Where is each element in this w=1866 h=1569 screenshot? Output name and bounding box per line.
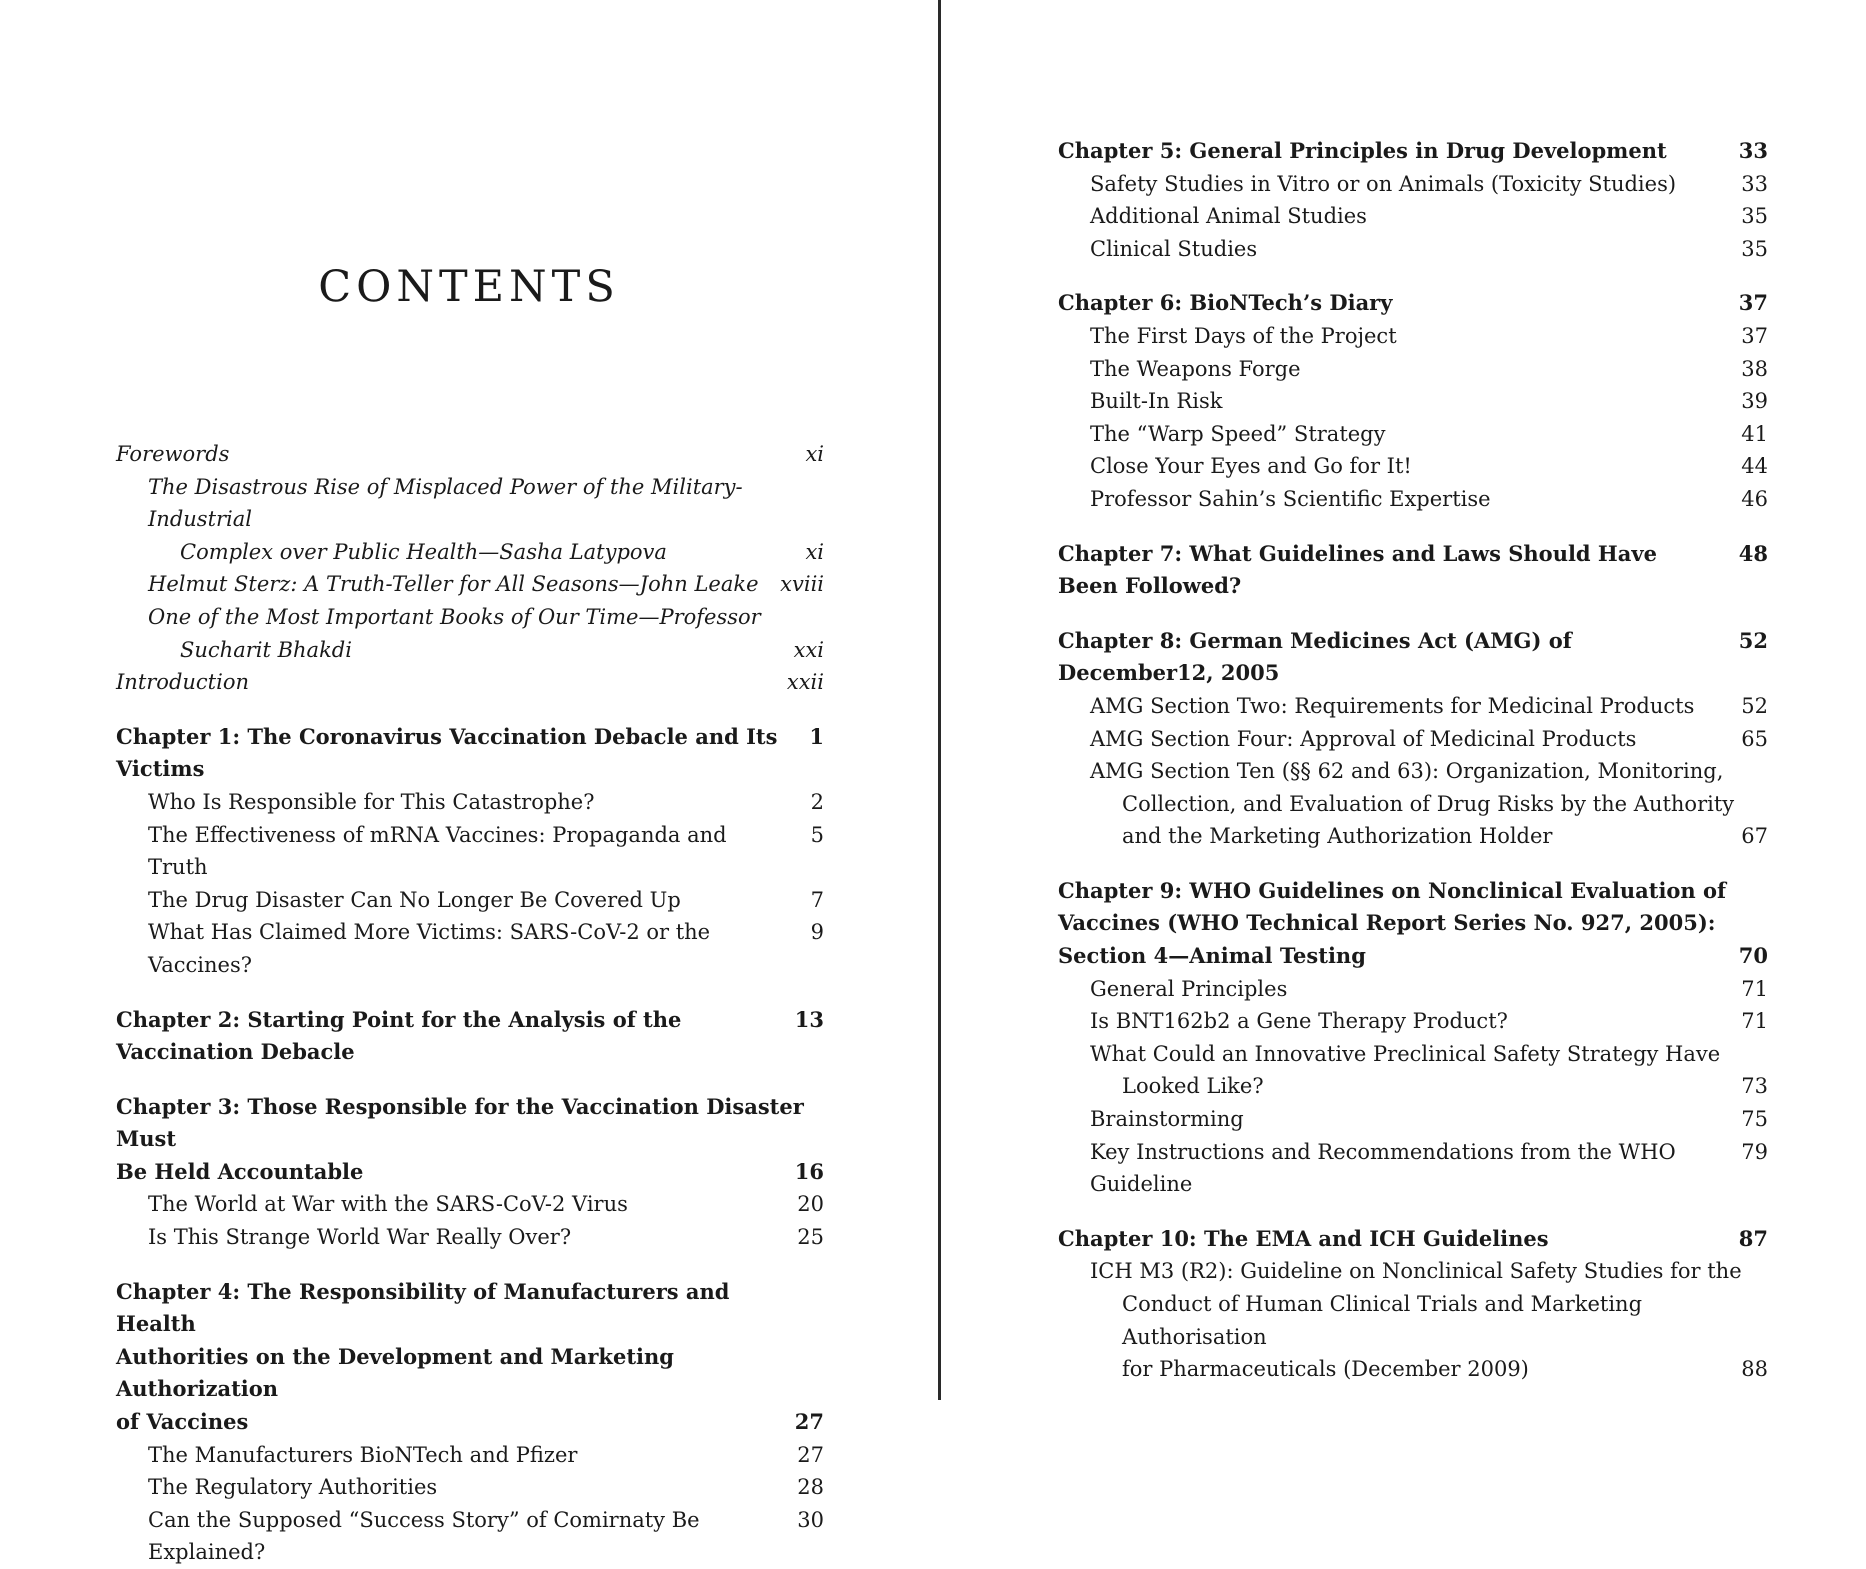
toc-entry-page-number: 39 — [1741, 389, 1768, 414]
toc-entry — [1058, 723, 1768, 756]
toc-entry-title: The “Warp Speed” Strategy — [1090, 421, 1386, 446]
toc-entry-title: Who Is Responsible for This Catastrophe? — [148, 789, 595, 814]
toc-entry — [1058, 168, 1768, 201]
toc-entry-title: Collection, and Evaluation of Drug Risks by the Authority — [1122, 791, 1735, 816]
toc-entry-title: Chapter 7: What Guidelines and Laws Should Have Been Followed? — [1058, 540, 1657, 599]
toc-entry-title: What Has Claimed More Victims: SARS-CoV-2 or the Vaccines? — [148, 920, 711, 977]
toc-entry-page-number: 2 — [810, 789, 824, 814]
toc-entry-title: Chapter 8: German Medicines Act (AMG) of December12, 2005 — [1058, 627, 1572, 686]
toc-entry-page-number: xxi — [793, 637, 824, 662]
toc-entry-title: of Vaccines — [116, 1409, 249, 1435]
toc-entry-page-number: 87 — [1738, 1225, 1768, 1251]
toc-entry — [116, 666, 824, 699]
toc-entry — [116, 438, 824, 471]
toc-entry-page-number: 71 — [1741, 976, 1768, 1001]
toc-entry-title: Is This Strange World War Really Over? — [148, 1225, 572, 1250]
toc-entry — [1058, 1136, 1768, 1201]
toc-entry-title: for Pharmaceuticals (December 2009) — [1122, 1357, 1529, 1382]
toc-entry-title: Brainstorming — [1090, 1107, 1244, 1132]
toc-entry-title: One of the Most Important Books of Our Time—Professor — [148, 604, 761, 629]
toc-entry-page-number: 73 — [1741, 1074, 1768, 1099]
contents-heading: CONTENTS — [318, 262, 620, 312]
toc-entry-page-number: 28 — [797, 1475, 824, 1500]
toc-entry — [1058, 907, 1768, 940]
toc-entry — [116, 568, 824, 601]
toc-entry-title: Professor Sahin’s Scientific Expertise — [1090, 486, 1491, 511]
toc-entry — [1058, 353, 1768, 386]
toc-entry-title: Looked Like? — [1122, 1074, 1264, 1099]
toc-entry-title: The Regulatory Authorities — [148, 1475, 438, 1500]
toc-entry — [116, 1091, 824, 1156]
toc-right-column — [1058, 135, 1768, 1386]
toc-entry-title: Close Your Eyes and Go for It! — [1090, 454, 1412, 479]
toc-entry — [1058, 538, 1768, 603]
toc-entry-title: Built-In Risk — [1090, 389, 1223, 414]
toc-entry-page-number: 20 — [797, 1192, 824, 1217]
toc-entry — [1058, 875, 1768, 908]
toc-entry-title: Chapter 1: The Coronavirus Vaccination Debacle and Its Victims — [116, 723, 778, 782]
toc-left-column — [116, 438, 824, 1569]
toc-entry — [1058, 483, 1768, 516]
toc-entry-title: Chapter 6: BioNTech’s Diary — [1058, 290, 1393, 316]
toc-entry — [1058, 418, 1768, 451]
toc-entry-page-number: 16 — [794, 1158, 824, 1184]
toc-entry — [116, 884, 824, 917]
right-page — [941, 0, 1866, 1400]
toc-entry-page-number: 33 — [1741, 171, 1768, 196]
toc-entry-title: Authorities on the Development and Marketing Authorization — [116, 1343, 674, 1402]
toc-entry-page-number: 35 — [1741, 236, 1768, 261]
toc-entry-page-number: 79 — [1741, 1139, 1768, 1164]
toc-entry-title: Helmut Sterz: A Truth-Teller for All Seasons—John Leake — [148, 572, 759, 597]
toc-entry — [1058, 820, 1768, 853]
toc-entry-page-number: 13 — [794, 1006, 824, 1032]
toc-entry-page-number: 27 — [797, 1442, 824, 1467]
toc-entry — [1058, 1070, 1768, 1103]
toc-entry-title: The Disastrous Rise of Misplaced Power of the Military-Industrial — [148, 474, 743, 532]
toc-entry — [116, 1471, 824, 1504]
toc-entry-title: General Principles — [1090, 976, 1288, 1001]
toc-entry-page-number: 5 — [810, 822, 824, 847]
toc-entry — [116, 1188, 824, 1221]
toc-entry-page-number: 25 — [797, 1225, 824, 1250]
toc-entry — [116, 1276, 824, 1341]
toc-entry-page-number: 70 — [1738, 943, 1768, 969]
toc-entry-title: Section 4—Animal Testing — [1058, 943, 1366, 969]
toc-entry-title: Sucharit Bhakdi — [180, 637, 352, 662]
toc-entry-page-number: 67 — [1741, 824, 1768, 849]
toc-entry — [116, 819, 824, 884]
toc-entry-page-number: 37 — [1741, 323, 1768, 348]
toc-entry — [1058, 1038, 1768, 1071]
toc-entry — [116, 1156, 824, 1189]
toc-entry — [1058, 755, 1768, 788]
toc-entry-title: Vaccines (WHO Technical Report Series No. 927, 2005): — [1058, 910, 1716, 936]
toc-entry — [116, 1221, 824, 1254]
toc-entry-title: and the Marketing Authorization Holder — [1122, 824, 1553, 849]
toc-entry — [1058, 1255, 1768, 1288]
toc-entry-title: Additional Animal Studies — [1090, 204, 1367, 229]
toc-entry — [116, 1439, 824, 1472]
toc-entry-page-number: 46 — [1741, 486, 1768, 511]
toc-entry-title: The Effectiveness of mRNA Vaccines: Propaganda and Truth — [148, 822, 727, 880]
toc-entry-title: What Could an Innovative Preclinical Safety Strategy Have — [1090, 1041, 1721, 1066]
toc-entry-title: ICH M3 (R2): Guideline on Nonclinical Safety Studies for the — [1090, 1259, 1742, 1284]
toc-entry-page-number: 44 — [1741, 454, 1768, 479]
toc-entry-page-number: 37 — [1738, 290, 1768, 316]
toc-entry — [1058, 1223, 1768, 1256]
toc-entry — [1058, 1005, 1768, 1038]
toc-entry-title: Safety Studies in Vitro or on Animals (Toxicity Studies) — [1090, 171, 1677, 196]
toc-entry — [1058, 200, 1768, 233]
toc-entry-title: Chapter 10: The EMA and ICH Guidelines — [1058, 1225, 1549, 1251]
toc-entry-title: Chapter 4: The Responsibility of Manufacturers and Health — [116, 1278, 730, 1337]
toc-entry-title: Chapter 3: Those Responsible for the Vaccination Disaster Must — [116, 1093, 804, 1152]
toc-entry — [1058, 1353, 1768, 1386]
toc-entry — [1058, 940, 1768, 973]
toc-entry-page-number: 27 — [794, 1409, 824, 1435]
toc-entry — [116, 786, 824, 819]
toc-entry — [116, 1406, 824, 1439]
toc-entry-page-number: xxii — [786, 670, 824, 695]
toc-entry-page-number: 41 — [1741, 421, 1768, 446]
toc-entry — [116, 471, 824, 536]
toc-entry-page-number: 38 — [1741, 356, 1768, 381]
toc-entry — [116, 634, 824, 667]
toc-entry-title: Can the Supposed “Success Story” of Comirnaty Be Explained? — [148, 1507, 700, 1565]
toc-entry-page-number: 7 — [810, 887, 824, 912]
toc-entry — [116, 1004, 824, 1069]
toc-entry — [1058, 233, 1768, 266]
toc-entry — [1058, 450, 1768, 483]
toc-entry-title: AMG Section Two: Requirements for Medicinal Products — [1090, 693, 1695, 718]
toc-entry-title: Chapter 9: WHO Guidelines on Nonclinical Evaluation of — [1058, 877, 1727, 903]
toc-entry-page-number: 65 — [1741, 726, 1768, 751]
toc-entry-page-number: 71 — [1741, 1009, 1768, 1034]
toc-entry-title: Forewords — [116, 442, 230, 466]
toc-entry — [1058, 287, 1768, 320]
toc-entry-title: AMG Section Ten (§§ 62 and 63): Organization, Monitoring, — [1090, 759, 1724, 784]
toc-entry-title: Conduct of Human Clinical Trials and Marketing Authorisation — [1122, 1292, 1643, 1349]
toc-entry — [1058, 690, 1768, 723]
toc-entry — [116, 601, 824, 634]
toc-entry — [1058, 320, 1768, 353]
toc-entry-title: AMG Section Four: Approval of Medicinal Products — [1090, 726, 1637, 751]
toc-entry-page-number: xi — [805, 442, 824, 466]
toc-entry-title: Chapter 5: General Principles in Drug Development — [1058, 138, 1667, 163]
toc-entry — [1058, 1288, 1768, 1353]
toc-entry-title: Introduction — [116, 670, 249, 695]
toc-entry-page-number: 9 — [810, 920, 824, 945]
toc-entry-page-number: 33 — [1738, 138, 1768, 163]
toc-entry-page-number: 35 — [1741, 204, 1768, 229]
toc-entry-page-number: 30 — [797, 1507, 824, 1532]
toc-entry-title: The Weapons Forge — [1090, 356, 1301, 381]
toc-entry-title: Complex over Public Health—Sasha Latypova — [180, 539, 667, 564]
toc-entry — [116, 536, 824, 569]
toc-entry — [1058, 385, 1768, 418]
toc-entry-page-number: xi — [805, 539, 824, 564]
toc-entry — [116, 1504, 824, 1569]
toc-entry-title: Is BNT162b2 a Gene Therapy Product? — [1090, 1009, 1508, 1034]
toc-entry-page-number: xviii — [780, 572, 824, 597]
toc-entry-title: The First Days of the Project — [1090, 323, 1397, 348]
toc-entry — [116, 1341, 824, 1406]
toc-entry-page-number: 88 — [1741, 1357, 1768, 1382]
toc-entry — [1058, 625, 1768, 690]
toc-entry-page-number: 1 — [809, 723, 824, 749]
toc-entry — [116, 721, 824, 786]
toc-entry — [116, 916, 824, 981]
toc-entry — [1058, 788, 1768, 821]
toc-entry-title: The Manufacturers BioNTech and Pfizer — [148, 1442, 578, 1467]
toc-entry-title: Chapter 2: Starting Point for the Analysis of the Vaccination Debacle — [116, 1006, 682, 1065]
toc-entry-page-number: 52 — [1741, 693, 1768, 718]
toc-entry-page-number: 75 — [1741, 1107, 1768, 1132]
toc-entry — [1058, 1103, 1768, 1136]
toc-entry-title: Be Held Accountable — [116, 1158, 364, 1184]
toc-entry-title: Clinical Studies — [1090, 236, 1258, 261]
toc-entry-title: The World at War with the SARS-CoV-2 Virus — [148, 1192, 628, 1217]
toc-entry — [1058, 973, 1768, 1006]
toc-entry-page-number: 48 — [1738, 540, 1768, 566]
toc-entry-page-number: 52 — [1738, 627, 1768, 653]
toc-entry — [1058, 135, 1768, 168]
toc-entry-title: The Drug Disaster Can No Longer Be Covered Up — [148, 887, 681, 912]
toc-entry-title: Key Instructions and Recommendations from the WHO Guideline — [1090, 1139, 1676, 1197]
